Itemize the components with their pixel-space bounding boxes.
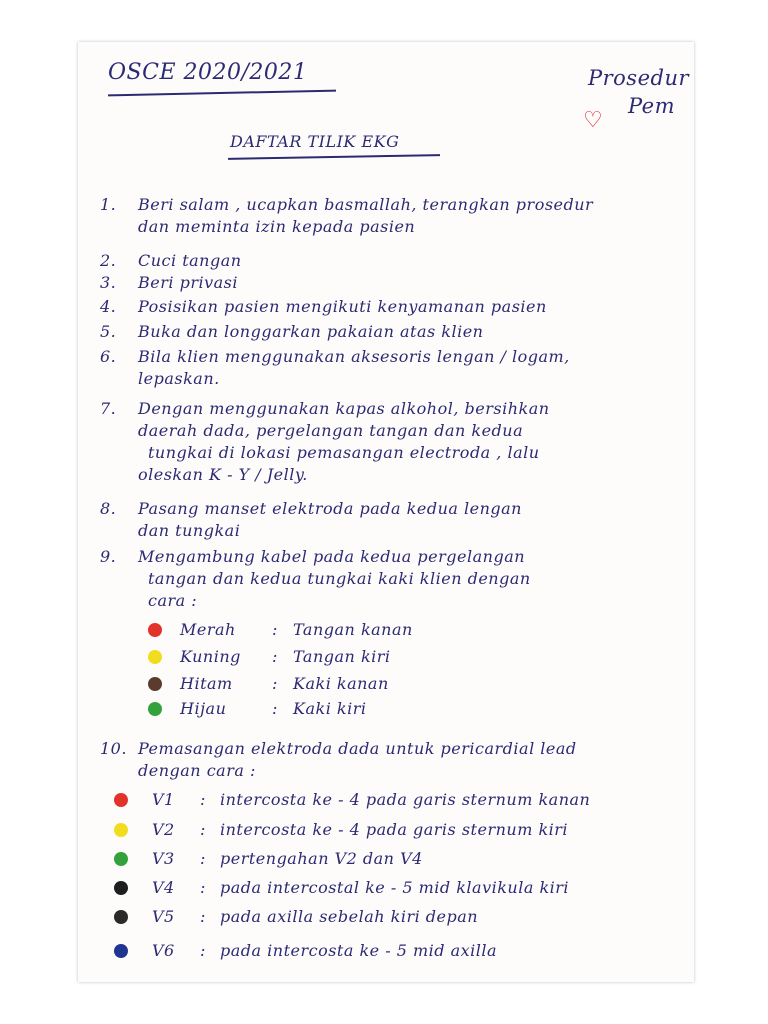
item-line: tangan dan kedua tungkai kaki klien dengan [148, 569, 531, 588]
lead-separator: : [272, 674, 278, 693]
item-line: Pasang manset elektroda pada kedua lengan [138, 499, 522, 518]
yellow-dot-icon [114, 823, 128, 837]
chest-lead-desc: pada axilla sebelah kiri depan [220, 907, 479, 926]
item-number: 2. [100, 251, 117, 270]
item-line: Beri privasi [138, 273, 238, 292]
lead-separator: : [200, 790, 206, 809]
item-number: 10. [100, 739, 127, 758]
item-line: Beri salam , ucapkan basmallah, terangkan prosedur [138, 195, 594, 214]
lead-separator: : [200, 907, 206, 926]
blue-dot-icon [114, 944, 128, 958]
list-item-1 [100, 194, 593, 238]
item-line: oleskan K - Y / Jelly. [138, 465, 308, 484]
item-line: Pemasangan elektroda dada untuk pericardial lead [138, 739, 577, 758]
chest-lead-desc: pertengahan V2 dan V4 [220, 849, 423, 868]
chest-lead-label: V3 [152, 849, 175, 868]
lead-color-name: Merah [180, 620, 236, 639]
chest-lead-desc: intercosta ke - 4 pada garis sternum kiri [220, 820, 569, 839]
list-item-6 [100, 346, 570, 390]
green-dot-icon [114, 852, 128, 866]
chest-lead-label: V4 [152, 878, 175, 897]
lead-color-name: Kuning [180, 647, 241, 666]
list-item-10 [100, 738, 577, 782]
chest-lead-label: V1 [152, 790, 175, 809]
list-item-3 [100, 272, 238, 294]
lead-color-name: Hijau [180, 699, 227, 718]
heading-underline [108, 90, 336, 97]
lead-location: Tangan kiri [293, 647, 391, 666]
green-dot-icon [148, 702, 162, 716]
side-heading-line1: Prosedur [588, 66, 690, 90]
item-line: dan meminta izin kepada pasien [138, 217, 416, 236]
item-number: 9. [100, 547, 117, 566]
handwritten-note-page [78, 42, 694, 982]
heart-icon: ♡ [583, 108, 603, 133]
chest-lead-label: V6 [152, 941, 175, 960]
black-dot-icon [148, 677, 162, 691]
item-number: 1. [100, 195, 117, 214]
yellow-dot-icon [148, 650, 162, 664]
item-number: 4. [100, 297, 117, 316]
red-dot-icon [148, 623, 162, 637]
item-line: dan tungkai [138, 521, 241, 540]
lead-separator: : [272, 699, 278, 718]
lead-separator: : [200, 820, 206, 839]
side-heading [588, 64, 689, 120]
list-item-8 [100, 498, 522, 542]
title-underline [228, 154, 440, 160]
list-item-5 [100, 321, 483, 343]
lead-separator: : [272, 620, 278, 639]
lead-location: Tangan kanan [293, 620, 413, 639]
chest-lead-desc: pada intercostal ke - 5 mid klavikula kiri [220, 878, 570, 897]
item-line: tungkai di lokasi pemasangan electroda , lalu [148, 443, 540, 462]
item-line: daerah dada, pergelangan tangan dan kedua [138, 421, 524, 440]
item-line: Dengan menggunakan kapas alkohol, bersihkan [138, 399, 550, 418]
list-item-7 [100, 398, 550, 486]
checklist-title: DAFTAR TILIK EKG [230, 132, 400, 151]
chest-lead-label: V5 [152, 907, 175, 926]
chest-lead-desc: pada intercosta ke - 5 mid axilla [220, 941, 498, 960]
item-number: 3. [100, 273, 117, 292]
item-line: cara : [148, 591, 198, 610]
item-line: Posisikan pasien mengikuti kenyamanan pasien [138, 297, 547, 316]
black-dot-icon [114, 910, 128, 924]
list-item-2 [100, 250, 242, 272]
chest-lead-desc: intercosta ke - 4 pada garis sternum kanan [220, 790, 591, 809]
chest-lead-label: V2 [152, 820, 175, 839]
list-item-4 [100, 296, 547, 318]
black-dot-icon [114, 881, 128, 895]
lead-location: Kaki kiri [293, 699, 367, 718]
side-heading-line2: Pem [628, 94, 676, 118]
lead-separator: : [272, 647, 278, 666]
item-line: dengan cara : [138, 761, 256, 780]
lead-separator: : [200, 849, 206, 868]
page-heading: OSCE 2020/2021 [108, 60, 308, 85]
item-line: Bila klien menggunakan aksesoris lengan / logam, [138, 347, 570, 366]
item-line: Buka dan longgarkan pakaian atas klien [138, 322, 484, 341]
item-number: 5. [100, 322, 117, 341]
list-item-9 [100, 546, 531, 612]
lead-separator: : [200, 941, 206, 960]
item-number: 6. [100, 347, 117, 366]
lead-location: Kaki kanan [293, 674, 389, 693]
item-line: lepaskan. [138, 369, 220, 388]
red-dot-icon [114, 793, 128, 807]
item-number: 8. [100, 499, 117, 518]
item-line: Cuci tangan [138, 251, 242, 270]
lead-color-name: Hitam [180, 674, 233, 693]
item-number: 7. [100, 399, 117, 418]
item-line: Mengambung kabel pada kedua pergelangan [138, 547, 526, 566]
lead-separator: : [200, 878, 206, 897]
